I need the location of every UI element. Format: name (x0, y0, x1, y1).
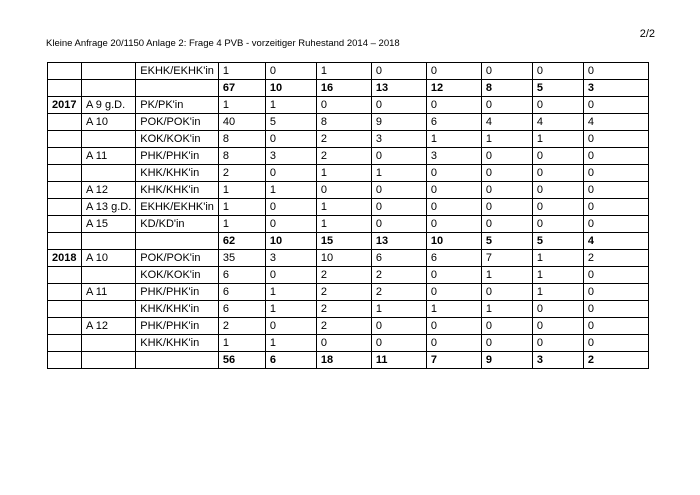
table-cell: 3 (583, 80, 648, 97)
table-cell: 6 (265, 352, 316, 369)
table-cell: 0 (532, 199, 583, 216)
table-cell (48, 148, 82, 165)
table-cell: 0 (426, 97, 481, 114)
table-cell: 1 (371, 301, 426, 318)
table-cell: 5 (532, 80, 583, 97)
table-cell: 1 (218, 216, 265, 233)
table-cell: 1 (218, 182, 265, 199)
table-cell: 1 (316, 199, 371, 216)
table-cell: 8 (481, 80, 532, 97)
table-cell: 1 (265, 97, 316, 114)
table-cell: 2 (316, 301, 371, 318)
table-row (48, 131, 649, 148)
table-cell: 0 (426, 63, 481, 80)
table-row (48, 284, 649, 301)
table-cell: 10 (316, 250, 371, 267)
table-cell: 1 (316, 63, 371, 80)
table-cell: 0 (532, 97, 583, 114)
table-cell: 2 (583, 352, 648, 369)
table-cell: 5 (532, 233, 583, 250)
table-cell: A 9 g.D. (82, 97, 136, 114)
table-cell: 3 (371, 131, 426, 148)
table-cell: 0 (583, 148, 648, 165)
table-cell: 2 (316, 284, 371, 301)
table-cell: A 12 (82, 318, 136, 335)
table-cell: 0 (583, 318, 648, 335)
table-cell: A 10 (82, 114, 136, 131)
table-cell: 0 (371, 148, 426, 165)
table-cell (48, 182, 82, 199)
table-row (48, 335, 649, 352)
table-cell: 40 (218, 114, 265, 131)
table-row (48, 216, 649, 233)
table-cell (82, 80, 136, 97)
table-cell: 0 (426, 165, 481, 182)
table-cell: 0 (583, 199, 648, 216)
table-cell: 0 (316, 335, 371, 352)
table-cell: 11 (371, 352, 426, 369)
table-cell: 0 (265, 199, 316, 216)
table-cell: 0 (426, 267, 481, 284)
table-cell: 3 (265, 148, 316, 165)
table-cell: 0 (583, 131, 648, 148)
table-cell: 3 (532, 352, 583, 369)
table-cell: 1 (218, 63, 265, 80)
table-cell: 0 (371, 216, 426, 233)
table-cell: 8 (218, 148, 265, 165)
table-cell: 12 (426, 80, 481, 97)
table-cell: 1 (218, 97, 265, 114)
table-cell: 8 (218, 131, 265, 148)
table-cell: 2 (316, 267, 371, 284)
table-cell: 1 (426, 131, 481, 148)
table-cell: KHK/KHK'in (136, 335, 219, 352)
table-cell: 2 (316, 318, 371, 335)
table-cell: 0 (371, 335, 426, 352)
table-cell (82, 335, 136, 352)
table-cell: 18 (316, 352, 371, 369)
total-row (48, 352, 649, 369)
table-cell: 0 (583, 63, 648, 80)
table-cell: 1 (532, 267, 583, 284)
table-cell (136, 80, 219, 97)
table-cell (82, 267, 136, 284)
table-cell: KD/KD'in (136, 216, 219, 233)
table-cell: 7 (481, 250, 532, 267)
table-cell: 1 (316, 165, 371, 182)
table-cell: A 11 (82, 284, 136, 301)
table-cell (136, 352, 219, 369)
table-cell (48, 352, 82, 369)
table-cell: 0 (316, 97, 371, 114)
table-cell: KHK/KHK'in (136, 301, 219, 318)
table-cell: 1 (265, 284, 316, 301)
table-cell: PHK/PHK'in (136, 148, 219, 165)
table-row (48, 165, 649, 182)
table-cell: 0 (532, 318, 583, 335)
table-cell: PK/PK'in (136, 97, 219, 114)
table-cell: 1 (218, 335, 265, 352)
table-cell: 0 (583, 216, 648, 233)
table-cell (136, 233, 219, 250)
table-cell: 0 (371, 63, 426, 80)
table-row (48, 250, 649, 267)
table-cell: 4 (583, 233, 648, 250)
table-cell (48, 233, 82, 250)
table-cell: 0 (265, 216, 316, 233)
table-cell: 15 (316, 233, 371, 250)
table-cell: 10 (265, 233, 316, 250)
table-cell (48, 199, 82, 216)
table-cell: 0 (481, 165, 532, 182)
table-cell: 1 (316, 216, 371, 233)
table-row (48, 318, 649, 335)
table-cell: 0 (532, 165, 583, 182)
table-cell: 2 (316, 131, 371, 148)
table-cell: 0 (532, 182, 583, 199)
table-cell: 0 (481, 63, 532, 80)
page-number: 2/2 (639, 28, 655, 40)
table-cell: 1 (426, 301, 481, 318)
table-cell: 1 (481, 131, 532, 148)
table-cell: 0 (265, 131, 316, 148)
table-cell: 6 (371, 250, 426, 267)
table-cell: 0 (481, 182, 532, 199)
table-cell: KOK/KOK'in (136, 267, 219, 284)
table-cell: 6 (426, 114, 481, 131)
table-cell: EKHK/EKHK'in (136, 63, 219, 80)
table-cell (48, 335, 82, 352)
table-cell (82, 131, 136, 148)
table-cell: 1 (532, 284, 583, 301)
table-cell: 0 (583, 182, 648, 199)
table-cell: PHK/PHK'in (136, 284, 219, 301)
table-cell: 10 (265, 80, 316, 97)
table-row (48, 301, 649, 318)
table-cell: 13 (371, 80, 426, 97)
table-row (48, 267, 649, 284)
table-cell: 0 (583, 284, 648, 301)
table-cell: A 13 g.D. (82, 199, 136, 216)
table-cell: 0 (371, 182, 426, 199)
table-cell: 0 (371, 97, 426, 114)
table-cell: 1 (218, 199, 265, 216)
table-cell: 0 (481, 284, 532, 301)
table-cell: 0 (316, 182, 371, 199)
table-cell: 5 (481, 233, 532, 250)
table-cell (82, 63, 136, 80)
table-cell: 0 (583, 165, 648, 182)
table-cell: PHK/PHK'in (136, 318, 219, 335)
retirement-table (47, 62, 649, 369)
table-cell (82, 233, 136, 250)
table-cell: 1 (532, 250, 583, 267)
table-cell: 13 (371, 233, 426, 250)
table-cell: 2 (583, 250, 648, 267)
table-cell: 0 (426, 284, 481, 301)
table-cell: 4 (583, 114, 648, 131)
table-cell: 0 (481, 97, 532, 114)
table-cell: POK/POK'in (136, 114, 219, 131)
table-cell: 2018 (48, 250, 82, 267)
table-cell: 0 (532, 301, 583, 318)
table-cell: 35 (218, 250, 265, 267)
table-cell: 1 (265, 335, 316, 352)
table-cell: 5 (265, 114, 316, 131)
table-cell: 0 (371, 199, 426, 216)
table-cell: 0 (426, 216, 481, 233)
table-cell: 3 (265, 250, 316, 267)
table-cell (48, 267, 82, 284)
table-cell: 6 (218, 301, 265, 318)
table-cell: 0 (481, 318, 532, 335)
table-cell: 1 (481, 301, 532, 318)
table-cell: 0 (583, 301, 648, 318)
table-cell (48, 63, 82, 80)
table-cell: 0 (481, 216, 532, 233)
table-cell: 0 (371, 318, 426, 335)
table-cell: 6 (218, 284, 265, 301)
table-cell: 2 (218, 165, 265, 182)
table-cell: 1 (265, 182, 316, 199)
table-cell (48, 318, 82, 335)
table-cell: 1 (532, 131, 583, 148)
table-cell: 0 (265, 165, 316, 182)
table-cell: 0 (426, 335, 481, 352)
table-cell: EKHK/EKHK'in (136, 199, 219, 216)
table-cell (82, 165, 136, 182)
table-cell: 2 (371, 284, 426, 301)
table-cell (48, 216, 82, 233)
table-cell (48, 80, 82, 97)
table-cell (82, 301, 136, 318)
table-cell: 0 (265, 63, 316, 80)
table-cell: KHK/KHK'in (136, 182, 219, 199)
table-cell: KOK/KOK'in (136, 131, 219, 148)
table-cell: 7 (426, 352, 481, 369)
table-cell: 2 (218, 318, 265, 335)
table-cell: 0 (532, 216, 583, 233)
table-cell: 9 (481, 352, 532, 369)
table-row (48, 182, 649, 199)
table-cell: 4 (481, 114, 532, 131)
table-cell: 2 (316, 148, 371, 165)
table-cell: A 10 (82, 250, 136, 267)
table-cell: 3 (426, 148, 481, 165)
table-cell: 0 (583, 97, 648, 114)
table-row (48, 199, 649, 216)
table-cell: 67 (218, 80, 265, 97)
table-cell: A 11 (82, 148, 136, 165)
table-cell (48, 284, 82, 301)
table-cell: 0 (426, 318, 481, 335)
table-cell: 0 (426, 182, 481, 199)
table-cell: 0 (532, 335, 583, 352)
table-cell: 6 (218, 267, 265, 284)
table-cell (48, 301, 82, 318)
table-cell: 0 (481, 335, 532, 352)
table-cell: 0 (583, 335, 648, 352)
document-title: Kleine Anfrage 20/1150 Anlage 2: Frage 4 PVB - vorzeitiger Ruhestand 2014 – 2018 (46, 38, 400, 49)
table-cell: 4 (532, 114, 583, 131)
table-cell: 16 (316, 80, 371, 97)
table-cell: 9 (371, 114, 426, 131)
table-cell: 0 (265, 267, 316, 284)
table-row (48, 114, 649, 131)
table-cell: 62 (218, 233, 265, 250)
table-row (48, 148, 649, 165)
total-row (48, 233, 649, 250)
table-cell: 10 (426, 233, 481, 250)
table-row (48, 63, 649, 80)
table-cell: A 15 (82, 216, 136, 233)
table-cell: 1 (481, 267, 532, 284)
table-cell: A 12 (82, 182, 136, 199)
table-cell (82, 352, 136, 369)
total-row (48, 80, 649, 97)
table-cell: 0 (481, 148, 532, 165)
table-cell (48, 165, 82, 182)
table-cell: 6 (426, 250, 481, 267)
table-cell: POK/POK'in (136, 250, 219, 267)
table-cell: 2017 (48, 97, 82, 114)
table-cell: 8 (316, 114, 371, 131)
table-cell (48, 131, 82, 148)
table-cell: 56 (218, 352, 265, 369)
table-cell: 0 (532, 63, 583, 80)
table-cell: 0 (481, 199, 532, 216)
table-cell: 0 (426, 199, 481, 216)
table-cell: KHK/KHK'in (136, 165, 219, 182)
table-cell: 0 (532, 148, 583, 165)
table-cell (48, 114, 82, 131)
table-cell: 0 (583, 267, 648, 284)
table-cell: 2 (371, 267, 426, 284)
table-cell: 0 (265, 318, 316, 335)
table-row (48, 97, 649, 114)
table-cell: 1 (265, 301, 316, 318)
table-cell: 1 (371, 165, 426, 182)
